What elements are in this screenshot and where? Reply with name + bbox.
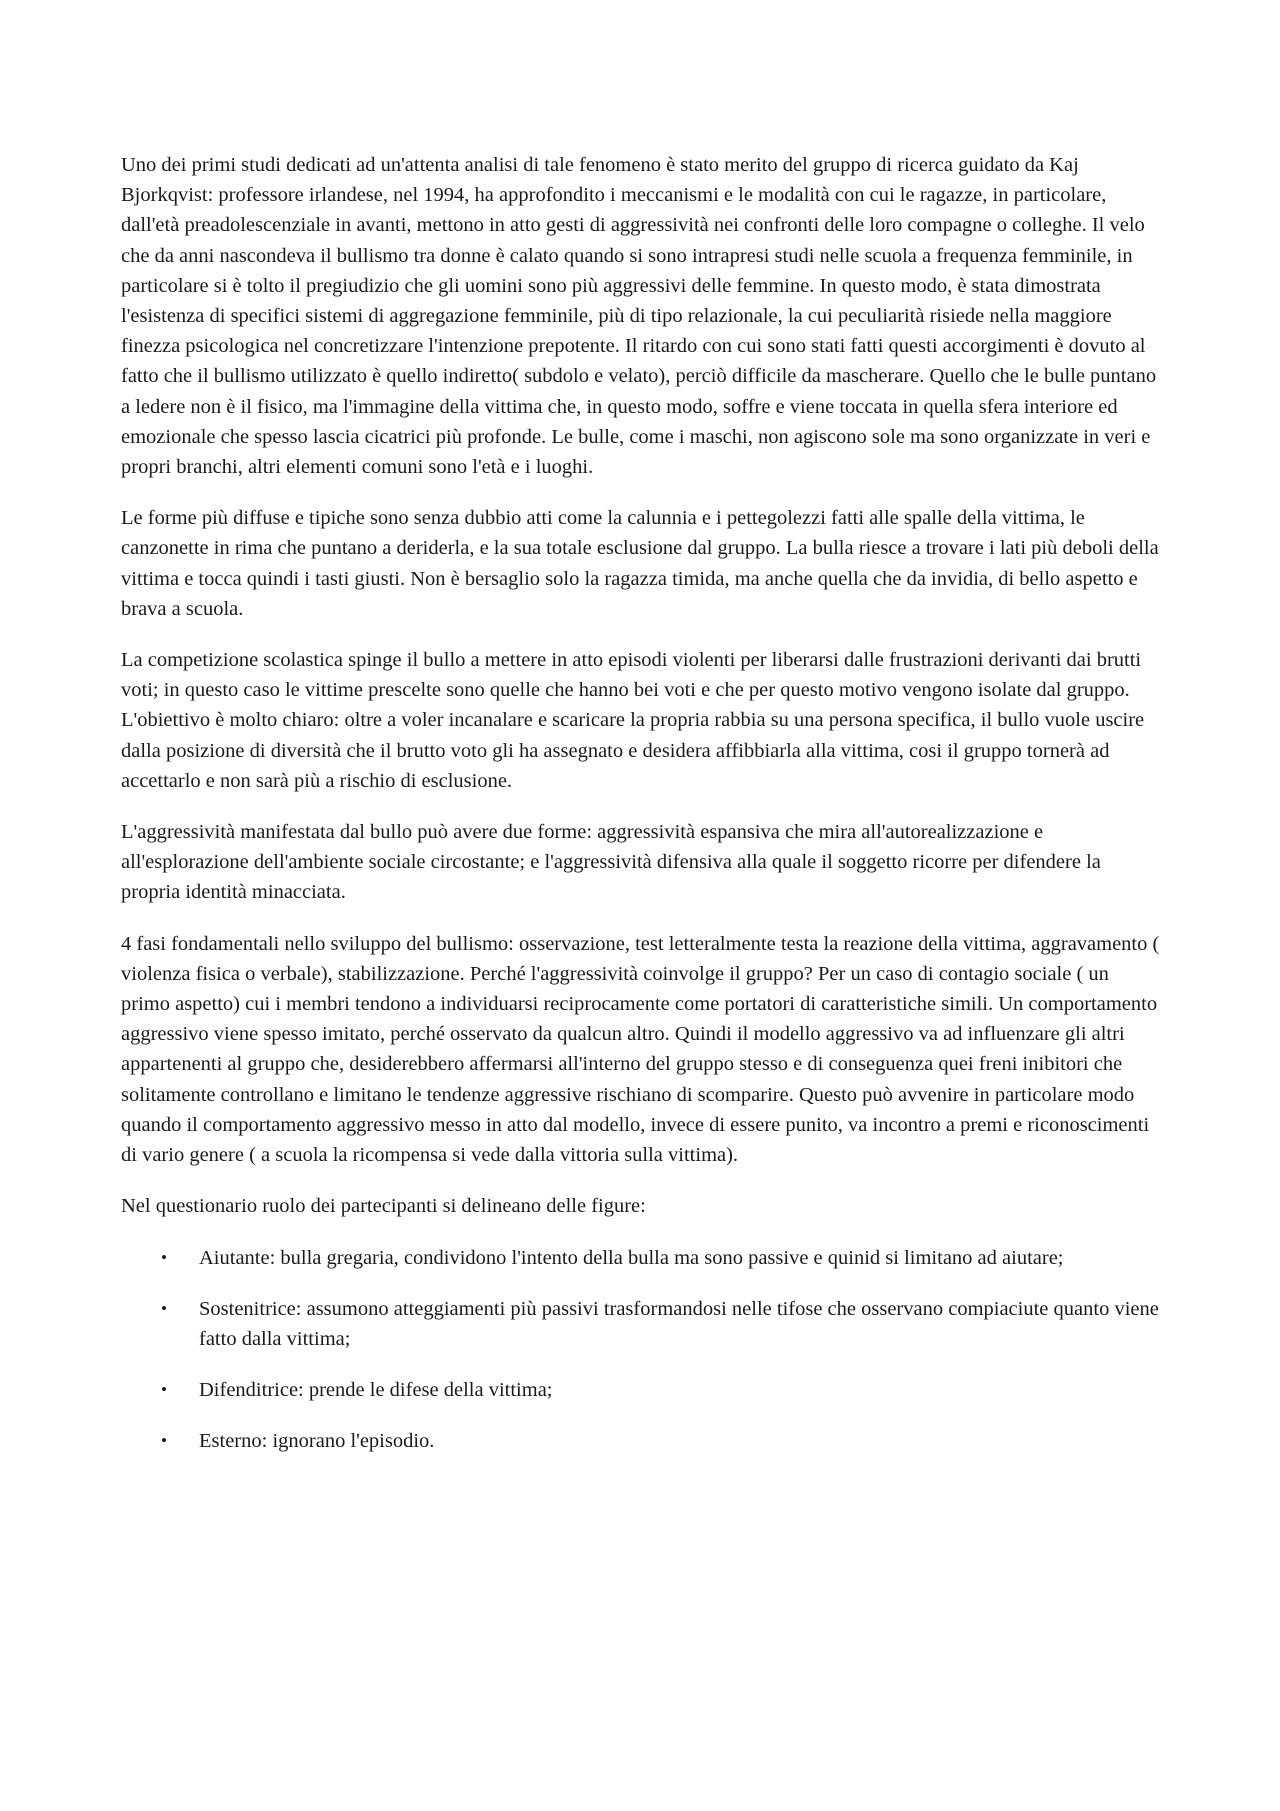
bullet-icon: •: [161, 1298, 167, 1318]
paragraph-4: L'aggressività manifestata dal bullo può avere due forme: aggressività espansiva che mira all'autorealizzazione e all'esplorazione dell'ambiente sociale circostante; e l'aggressività difensiva alla quale il soggetto ricorre per difendere la propria identità minacciata.: [121, 821, 1101, 904]
list-item: [121, 1375, 1161, 1405]
list-item-text: Esterno: ignorano l'episodio.: [199, 1430, 435, 1453]
list-item-text: Difenditrice: prende le difese della vittima;: [199, 1379, 553, 1402]
paragraph-5: 4 fasi fondamentali nello sviluppo del bullismo: osservazione, test letteralmente testa la reazione della vittima, aggravamento ( violenza fisica o verbale), stabilizzazione. Perché l'aggressività coinvolge il gruppo? Per un caso di contagio sociale ( un primo aspetto) cui i membri tendono a individuarsi reciprocamente come portatori di caratteristiche simili. Un comportamento aggressivo viene spesso imitato, perché osservato da qualcun altro. Quindi il modello aggressivo va ad influenzare gli altri appartenenti al gruppo che, desiderebbero affermarsi all'interno del gruppo stesso e di conseguenza quei freni inibitori che solitamente controllano e limitano le tendenze aggressive rischiano di scomparire. Questo può avvenire in particolare modo quando il comportamento aggressivo messo in atto dal modello, invece di essere punito, va incontro a premi e riconoscimenti di vario genere ( a scuola la ricompensa si vede dalla vittoria sulla vittima).: [121, 932, 1160, 1167]
bullet-icon: •: [161, 1380, 167, 1400]
list-item-text: Sostenitrice: assumono atteggiamenti più passivi trasformandosi nelle tifose che osservano compiaciute quanto viene fatto dalla vittima;: [199, 1297, 1159, 1350]
list-item: [121, 1294, 1161, 1354]
paragraph-6: Nel questionario ruolo dei partecipanti si delineano delle figure:: [121, 1195, 646, 1218]
list-item: [121, 1426, 1161, 1456]
paragraph-1: Uno dei primi studi dedicati ad un'attenta analisi di tale fenomeno è stato merito del gruppo di ricerca guidato da Kaj Bjorkqvist: professore irlandese, nel 1994, ha approfondito i meccanismi e le modalità con cui le ragazze, in particolare, dall'età preadolescenziale in avanti, mettono in atto gesti di aggressività nei confronti delle loro compagne o colleghe. Il velo che da anni nascondeva il bullismo tra donne è calato quando si sono intrapresi studi nelle scuola a frequenza femminile, in particolare si è tolto il pregiudizio che gli uomini sono più aggressivi delle femmine. In questo modo, è stata dimostrata l'esistenza di specifici sistemi di aggregazione femminile, più di tipo relazionale, la cui peculiarità risiede nella maggiore finezza psicologica nel concretizzare l'intenzione prepotente. Il ritardo con cui sono stati fatti questi accorgimenti è dovuto al fatto che il bullismo utilizzato è quello indiretto( subdolo e velato), perciò difficile da mascherare. Quello che le bulle puntano a ledere non è il fisico, ma l'immagine della vittima che, in questo modo, soffre e viene toccata in quella sfera interiore ed emozionale che spesso lascia cicatrici più profonde. Le bulle, come i maschi, non agiscono sole ma sono organizzate in veri e propri branchi, altri elementi comuni sono l'età e i luoghi.: [121, 154, 1157, 479]
list-item: [121, 1243, 1161, 1273]
paragraph-3: La competizione scolastica spinge il bullo a mettere in atto episodi violenti per liberarsi dalle frustrazioni derivanti dai brutti voti; in questo caso le vittime prescelte sono quelle che hanno bei voti e che per questo motivo vengono isolate dal gruppo. L'obiettivo è molto chiaro: oltre a voler incanalare e scaricare la propria rabbia su una persona specifica, il bullo vuole uscire dalla posizione di diversità che il brutto voto gli ha assegnato e desidera affibbiarla alla vittima, cosi il gruppo tornerà ad accettarlo e non sarà più a rischio di esclusione.: [121, 649, 1145, 792]
document-body: [121, 150, 1161, 1478]
roles-bullet-list: [121, 1243, 1161, 1457]
list-item-text: Aiutante: bulla gregaria, condividono l'intento della bulla ma sono passive e quinid si limitano ad aiutare;: [199, 1246, 1064, 1269]
bullet-icon: •: [161, 1431, 167, 1451]
paragraph-2: Le forme più diffuse e tipiche sono senza dubbio atti come la calunnia e i pettegolezzi fatti alle spalle della vittima, le canzonette in rima che puntano a deriderla, e la sua totale esclusione dal gruppo. La bulla riesce a trovare i lati più deboli della vittima e tocca quindi i tasti giusti. Non è bersaglio solo la ragazza timida, ma anche quella che da invidia, di bello aspetto e brava a scuola.: [121, 507, 1159, 620]
bullet-icon: •: [161, 1247, 167, 1267]
